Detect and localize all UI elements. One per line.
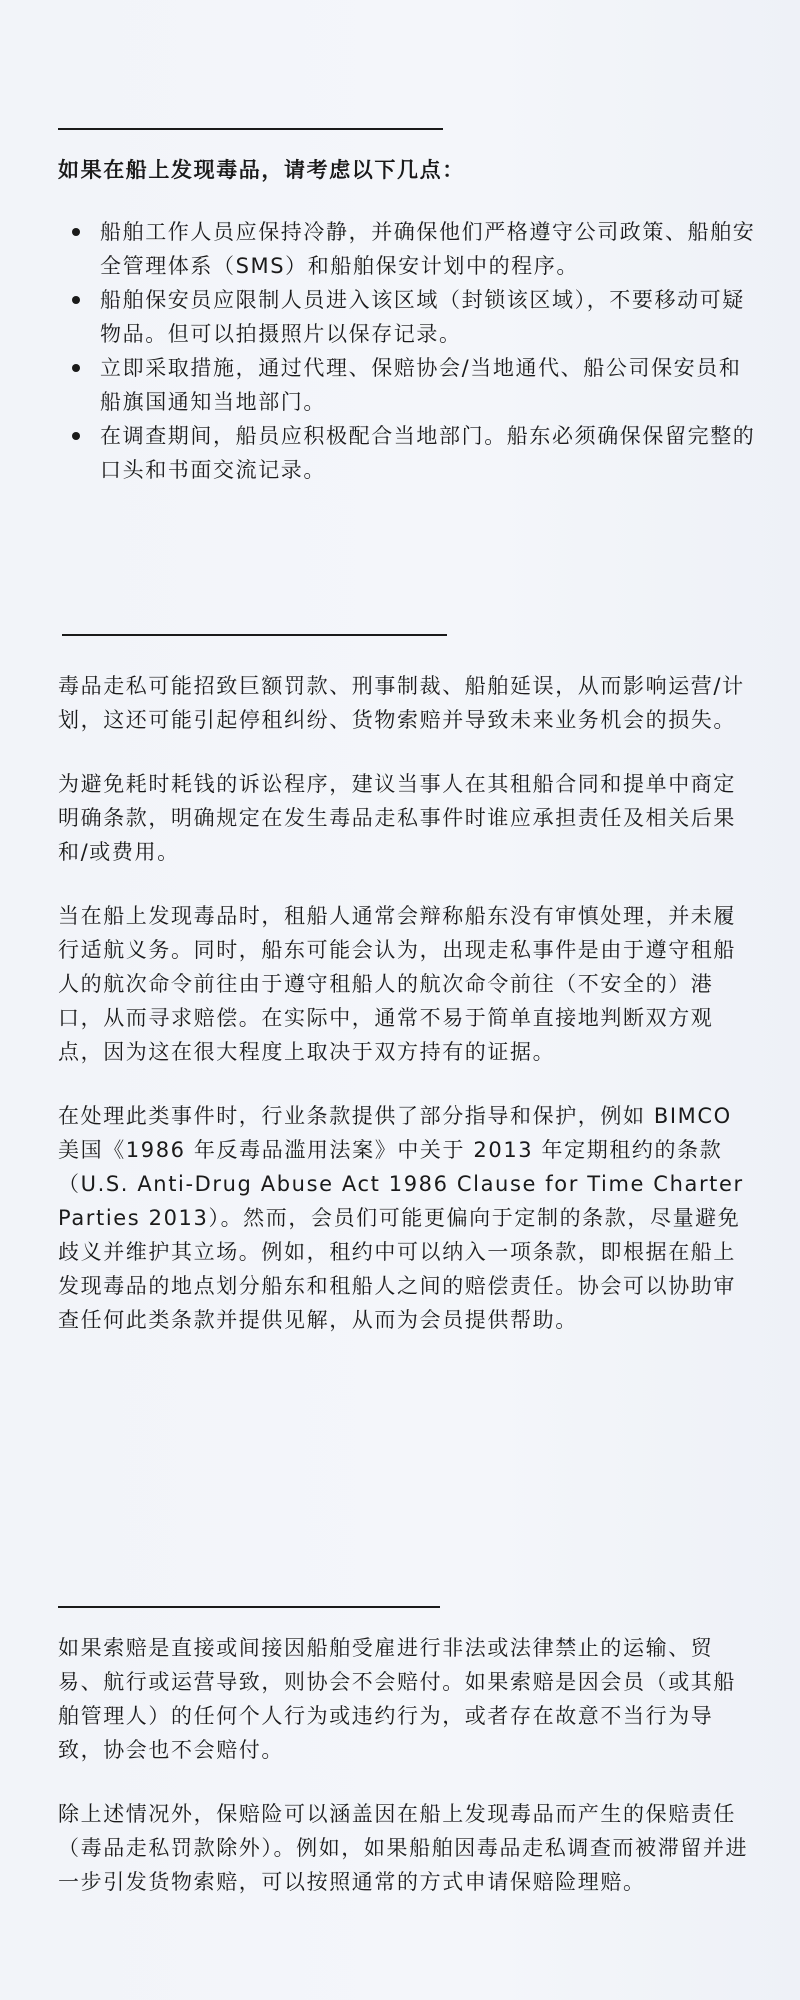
- paragraph: 为避免耗时耗钱的诉讼程序，建议当事人在其租船合同和提单中商定明确条款，明确规定在发生毒品走私事件时谁应承担责任及相关后果和/或费用。: [58, 772, 736, 864]
- bullet-dot-icon: [72, 364, 80, 372]
- list-item: [58, 351, 758, 419]
- bullet-dot-icon: [72, 432, 80, 440]
- list-item: [58, 215, 758, 283]
- section-divider-2: [62, 634, 447, 636]
- paragraph: 如果索赔是直接或间接因船舶受雇进行非法或法律禁止的运输、贸易、航行或运营导致，则协会不会赔付。如果索赔是因会员（或其船舶管理人）的任何个人行为或违约行为，或者存在故意不当行为导致，协会也不会赔付。: [58, 1636, 736, 1762]
- section-divider-1: [58, 128, 443, 130]
- list-item-text: 在调查期间，船员应积极配合当地部门。船东必须确保保留完整的口头和书面交流记录。: [100, 424, 756, 482]
- paragraph: 除上述情况外，保赔险可以涵盖因在船上发现毒品而产生的保赔责任（毒品走私罚款除外）。例如，如果船舶因毒品走私调查而被滞留并进一步引发货物索赔，可以按照通常的方式申请保赔险理赔。: [58, 1802, 749, 1894]
- section-1-bullet-list: [58, 215, 758, 487]
- list-item: [58, 419, 758, 487]
- paragraph: 在处理此类事件时，行业条款提供了部分指导和保护，例如 BIMCO 美国《1986 年反毒品滥用法案》中关于 2013 年定期租约的条款（U.S. Anti-Drug Abuse Act 1986 Clause for Time Charter Parties 2013）。然而，会员们可能更偏向于定制的条款，尽量避免歧义并维护其立场。例如，租约中可以纳入一项条款，即根据在船上发现毒品的地点划分船东和租船人之间的赔偿责任。协会可以协助审查任何此类条款并提供见解，从而为会员提供帮助。: [58, 1104, 744, 1332]
- section-divider-3: [58, 1606, 440, 1608]
- section-1: [58, 153, 758, 487]
- bullet-dot-icon: [72, 296, 80, 304]
- section-1-intro: 如果在船上发现毒品，请考虑以下几点：: [58, 158, 465, 182]
- list-item-text: 立即采取措施，通过代理、保赔协会/当地通代、船公司保安员和船旗国通知当地部门。: [100, 356, 742, 414]
- list-item-text: 船舶保安员应限制人员进入该区域（封锁该区域），不要移动可疑物品。但可以拍摄照片以保存记录。: [100, 288, 745, 346]
- section-3: [58, 1631, 758, 1899]
- paragraph: 当在船上发现毒品时，租船人通常会辩称船东没有审慎处理，并未履行适航义务。同时，船东可能会认为，出现走私事件是由于遵守租船人的航次命令前往由于遵守租船人的航次命令前往（不安全的）港口，从而寻求赔偿。在实际中，通常不易于简单直接地判断双方观点，因为这在很大程度上取决于双方持有的证据。: [58, 904, 736, 1064]
- bullet-dot-icon: [72, 228, 80, 236]
- paragraph: 毒品走私可能招致巨额罚款、刑事制裁、船舶延误，从而影响运营/计划，这还可能引起停租纠纷、货物索赔并导致未来业务机会的损失。: [58, 674, 745, 732]
- list-item-text: 船舶工作人员应保持冷静，并确保他们严格遵守公司政策、船舶安全管理体系（SMS）和船舶保安计划中的程序。: [100, 220, 756, 278]
- section-2: [58, 669, 758, 1337]
- list-item: [58, 283, 758, 351]
